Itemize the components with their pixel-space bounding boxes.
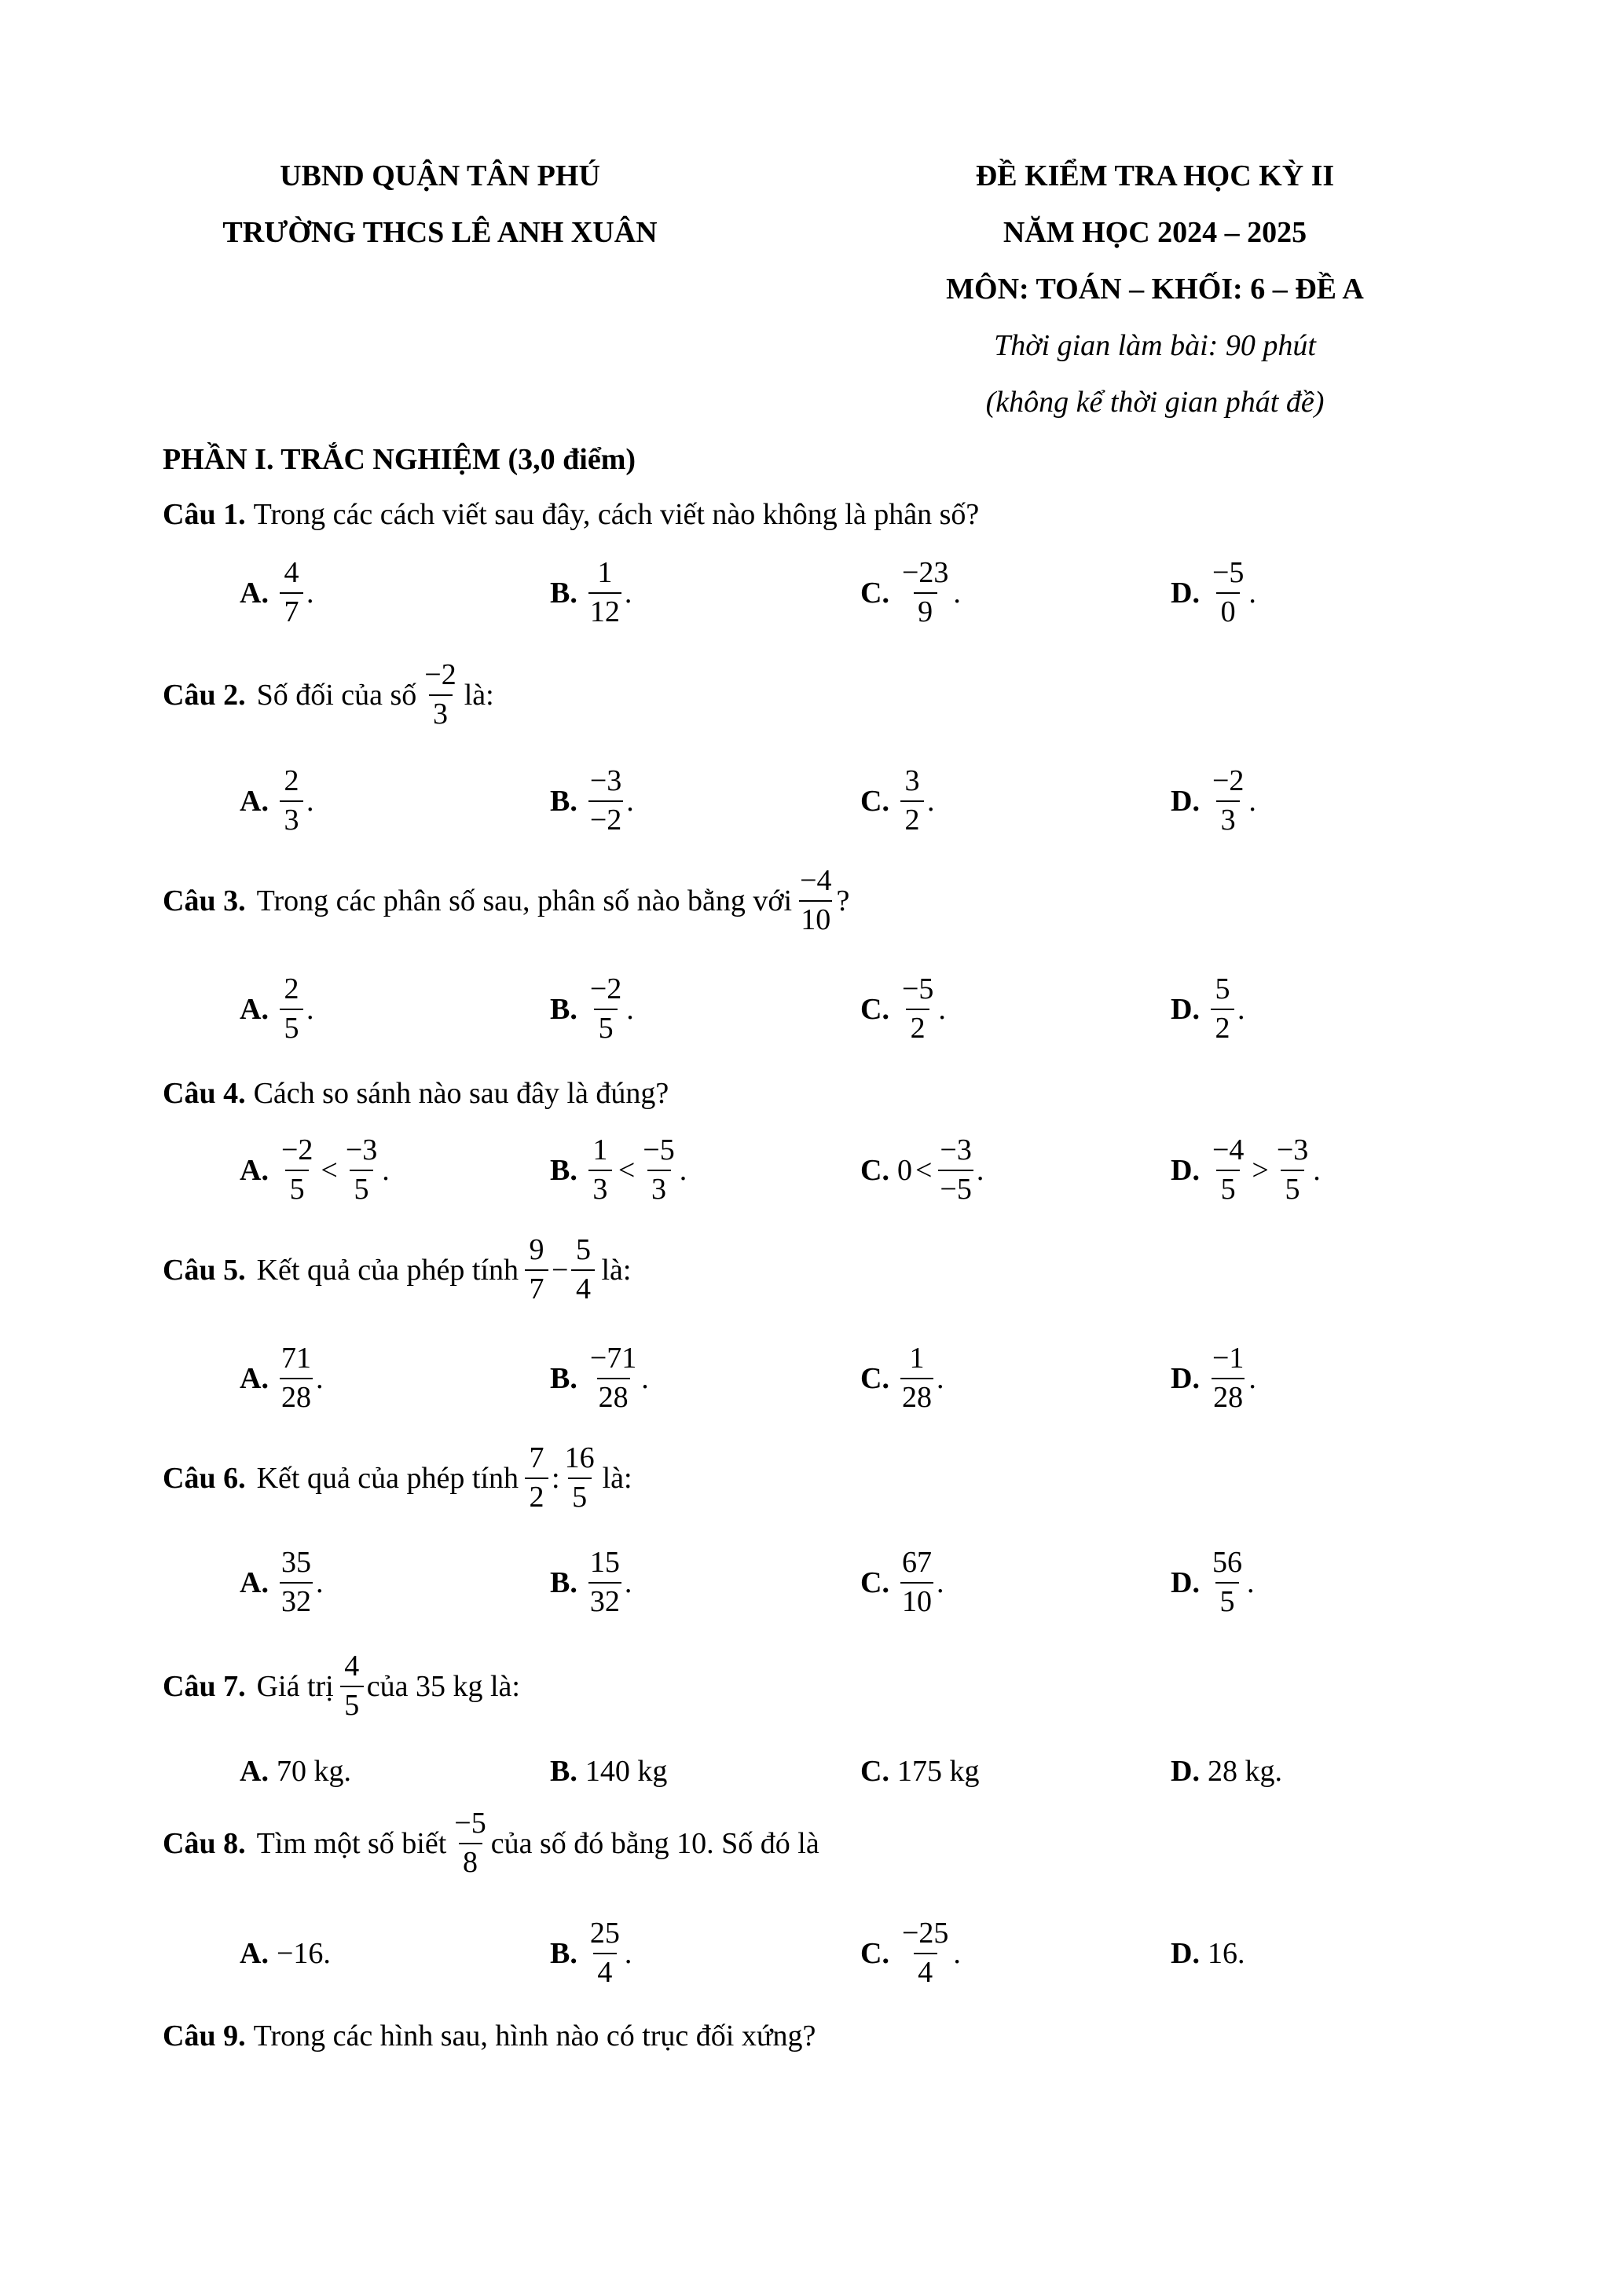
option-d[interactable]: D. $\frac{-2}{3}$ .	[1171, 764, 1256, 837]
question-label: Câu 3.	[163, 884, 246, 917]
fraction: $\frac{5}{4}$	[571, 1233, 595, 1306]
question-3: Câu 3. Trong các phân số sau, phân số nào bằng với $\frac{-4}{10}$ ?	[163, 864, 850, 936]
option-c[interactable]: C. $\frac{-5}{2}$ .	[860, 972, 946, 1045]
option-a[interactable]: A. $\frac{-2}{5}$ < $\frac{-3}{5}$ .	[240, 1133, 390, 1206]
fraction: $\frac{71}{28}$	[280, 1342, 311, 1414]
question-label: Câu 5.	[163, 1253, 246, 1287]
option-a[interactable]: A. $\frac{2}{5}$ .	[240, 972, 314, 1045]
option-d[interactable]: D. 16.	[1171, 1937, 1245, 1970]
fraction: $\frac{15}{32}$	[589, 1546, 620, 1618]
fraction: $\frac{1}{3}$	[588, 1133, 612, 1207]
fraction: $\frac{-1}{28}$	[1212, 1342, 1245, 1414]
option-c[interactable]: C. $\frac{1}{28}$ .	[860, 1342, 944, 1414]
option-a[interactable]: A. $\frac{71}{28}$ .	[240, 1342, 324, 1414]
fraction: $\frac{-3}{-5}$	[940, 1133, 972, 1206]
question-2: Câu 2. Số đối của số $\frac{-2}{3}$ là:	[163, 658, 494, 731]
option-c[interactable]: C. 175 kg	[860, 1755, 980, 1788]
exam-duration: Thời gian làm bài: 90 phút	[994, 329, 1316, 362]
option-a[interactable]: A. $\frac{4}{7}$ .	[240, 556, 314, 628]
option-d[interactable]: D. $\frac{5}{2}$ .	[1171, 972, 1245, 1045]
option-c[interactable]: C. $\frac{-25}{4}$ .	[860, 1917, 961, 1989]
option-c[interactable]: C. $\frac{67}{10}$ .	[860, 1546, 944, 1618]
question-text: Số đối của số	[256, 678, 417, 712]
option-b[interactable]: B. $\frac{-3}{-2}$ .	[550, 764, 634, 837]
question-2-options	[0, 758, 1624, 844]
question-text: Giá trị	[256, 1669, 334, 1703]
fraction: $\frac{-71}{28}$	[589, 1342, 637, 1414]
option-b[interactable]: B. $\frac{-2}{5}$ .	[550, 972, 634, 1045]
question-label: Câu 4.	[163, 1077, 246, 1110]
option-a[interactable]: A. $\frac{2}{3}$ .	[240, 764, 314, 837]
question-label: Câu 1.	[163, 498, 246, 531]
question-7-options	[0, 1728, 1624, 1814]
option-b[interactable]: B. 140 kg	[550, 1755, 668, 1788]
fraction: $\frac{-2}{3}$	[424, 658, 456, 731]
fraction: $\frac{-5}{2}$	[901, 972, 934, 1045]
option-b[interactable]: B. $\frac{1}{3}$ < $\frac{-5}{3}$ .	[550, 1133, 687, 1206]
fraction: $\frac{-3}{5}$	[345, 1133, 378, 1206]
fraction: $\frac{1}{12}$	[589, 556, 620, 628]
fraction: $\frac{-5}{3}$	[643, 1133, 675, 1206]
question-5: Câu 5. Kết quả của phép tính $\frac{9}{7}$ − $\frac{5}{4}$ là:	[163, 1233, 632, 1305]
fraction: $\frac{16}{5}$	[564, 1441, 595, 1514]
fraction: $\frac{-2}{5}$	[280, 1133, 313, 1206]
section-title: PHẦN I. TRẮC NGHIỆM (3,0 điểm)	[163, 443, 636, 476]
question-text: Cách so sánh nào sau đây là đúng?	[253, 1077, 669, 1110]
question-8-options	[0, 1910, 1624, 1997]
question-6-options	[0, 1540, 1624, 1626]
exam-header	[880, 161, 1430, 444]
question-8: Câu 8. Tìm một số biết $\frac{-5}{8}$ của số đó bằng 10. Số đó là	[163, 1807, 819, 1879]
question-1-options	[0, 550, 1624, 636]
fraction: $\frac{1}{28}$	[901, 1342, 932, 1414]
question-text: Tìm một số biết	[256, 1826, 447, 1860]
question-label: Câu 6.	[163, 1461, 246, 1495]
fraction: $\frac{56}{5}$	[1212, 1546, 1242, 1618]
option-d[interactable]: D. 28 kg.	[1171, 1755, 1282, 1788]
question-3-options	[0, 966, 1624, 1053]
question-5-options	[0, 1335, 1624, 1422]
fraction: $\frac{7}{2}$	[525, 1441, 548, 1514]
option-c[interactable]: C. $\frac{-23}{9}$ .	[860, 556, 961, 628]
school-year: NĂM HỌC 2024 – 2025	[1003, 216, 1307, 249]
fraction: $\frac{4}{7}$	[280, 556, 303, 629]
district-name: UBND QUẬN TÂN PHÚ	[280, 159, 600, 192]
fraction: $\frac{-3}{5}$	[1276, 1133, 1309, 1206]
option-d[interactable]: D. $\frac{-1}{28}$ .	[1171, 1342, 1256, 1414]
subject-grade: MÔN: TOÁN – KHỐI: 6 – ĐỀ A	[946, 273, 1364, 306]
option-b[interactable]: B. $\frac{-71}{28}$ .	[550, 1342, 649, 1414]
question-1	[163, 497, 979, 532]
option-d[interactable]: D. $\frac{56}{5}$ .	[1171, 1546, 1255, 1618]
fraction: $\frac{-5}{8}$	[454, 1807, 486, 1879]
question-text: Kết quả của phép tính	[256, 1253, 519, 1287]
fraction: $\frac{-2}{5}$	[589, 972, 622, 1045]
fraction: $\frac{2}{3}$	[280, 764, 303, 837]
fraction: $\frac{9}{7}$	[525, 1233, 548, 1306]
question-6: Câu 6. Kết quả của phép tính $\frac{7}{2}$ : $\frac{16}{5}$ là:	[163, 1441, 632, 1514]
option-b[interactable]: B. $\frac{15}{32}$ .	[550, 1546, 632, 1618]
option-a[interactable]: A. 70 kg.	[240, 1755, 351, 1788]
option-c[interactable]: C. $\frac{3}{2}$ .	[860, 764, 935, 837]
school-name: TRƯỜNG THCS LÊ ANH XUÂN	[222, 216, 658, 249]
question-label: Câu 2.	[163, 678, 246, 712]
question-label: Câu 9.	[163, 2020, 246, 2052]
question-text: Kết quả của phép tính	[256, 1461, 519, 1495]
fraction: $\frac{-23}{9}$	[901, 556, 949, 628]
option-d[interactable]: D. $\frac{-4}{5}$ > $\frac{-3}{5}$ .	[1171, 1133, 1321, 1206]
option-b[interactable]: B. $\frac{25}{4}$ .	[550, 1917, 632, 1989]
fraction: $\frac{-2}{3}$	[1212, 764, 1245, 837]
question-4-options	[0, 1127, 1624, 1214]
fraction: $\frac{5}{2}$	[1211, 972, 1234, 1045]
fraction: $\frac{-25}{4}$	[901, 1917, 949, 1989]
exam-duration-note: (không kể thời gian phát đề)	[985, 386, 1325, 419]
fraction: $\frac{-5}{0}$	[1212, 556, 1245, 628]
option-a[interactable]: A. $\frac{35}{32}$ .	[240, 1546, 324, 1618]
fraction: $\frac{2}{5}$	[280, 972, 303, 1045]
option-d[interactable]: D. $\frac{-5}{0}$ .	[1171, 556, 1256, 628]
school-header	[189, 161, 691, 274]
exam-title: ĐỀ KIỂM TRA HỌC KỲ II	[975, 159, 1335, 192]
fraction: $\frac{35}{32}$	[280, 1546, 311, 1618]
fraction: $\frac{3}{2}$	[900, 764, 924, 837]
option-a[interactable]: A. −16.	[240, 1937, 331, 1970]
question-9	[163, 2019, 816, 2053]
fraction: $\frac{-3}{-2}$	[589, 764, 622, 837]
question-label: Câu 8.	[163, 1826, 246, 1860]
fraction: $\frac{4}{5}$	[340, 1650, 364, 1723]
fraction: $\frac{25}{4}$	[589, 1917, 620, 1989]
question-text: Trong các hình sau, hình nào có trục đối xứng?	[253, 2020, 816, 2052]
option-b[interactable]: B. $\frac{1}{12}$ .	[550, 556, 632, 628]
fraction: $\frac{67}{10}$	[901, 1546, 932, 1618]
fraction: $\frac{-4}{5}$	[1212, 1133, 1245, 1206]
fraction: $\frac{-4}{10}$	[800, 864, 832, 936]
option-c[interactable]: C. 0 < $\frac{-3}{-5}$ .	[860, 1133, 984, 1206]
question-label: Câu 7.	[163, 1669, 246, 1703]
question-text: Trong các phân số sau, phân số nào bằng với	[256, 884, 793, 917]
question-text: Trong các cách viết sau đây, cách viết nào không là phân số?	[253, 498, 980, 531]
question-7: Câu 7. Giá trị $\frac{4}{5}$ của 35 kg là:	[163, 1650, 520, 1722]
question-4	[163, 1076, 669, 1111]
